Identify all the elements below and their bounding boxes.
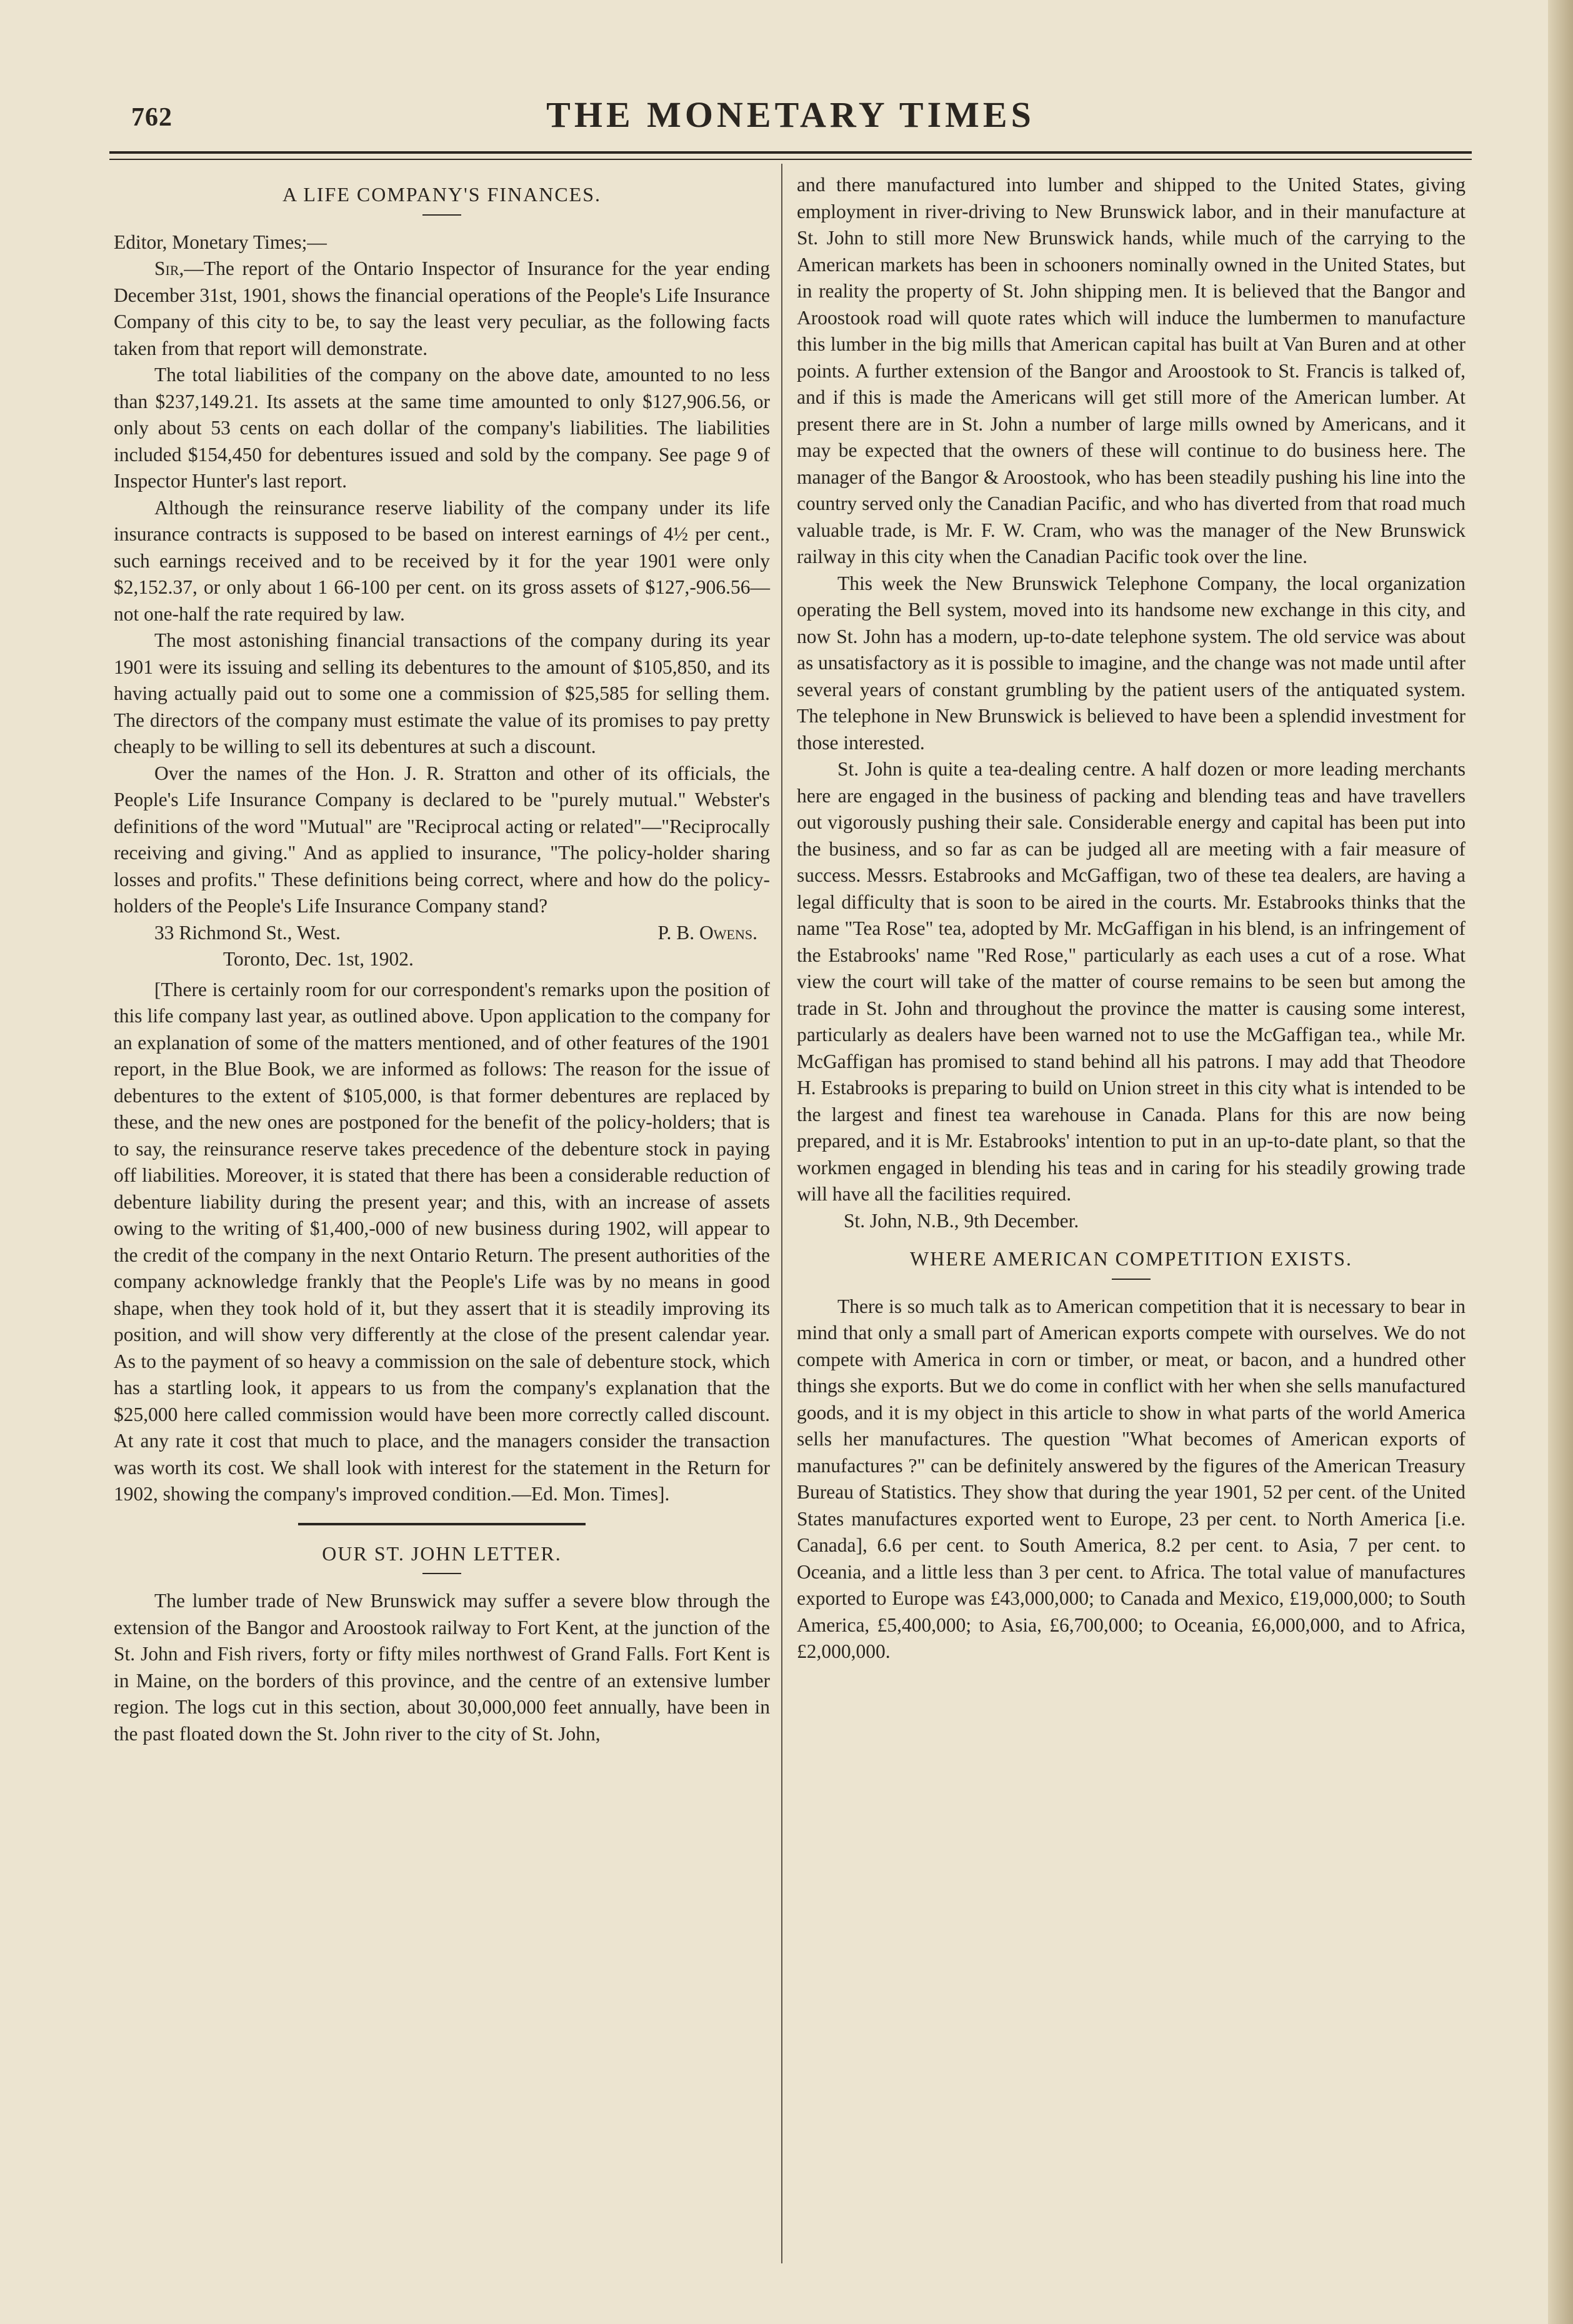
article-title-st-john: OUR ST. JOHN LETTER. xyxy=(322,1542,562,1565)
signature-date: Toronto, Dec. 1st, 1902. xyxy=(223,948,414,970)
left-column xyxy=(114,175,770,1747)
title-rule xyxy=(422,1573,461,1574)
article-title-life-company: A LIFE COMPANY'S FINANCES. xyxy=(282,183,601,206)
letter-salutation: Editor, Monetary Times;— xyxy=(114,231,327,253)
title-rule xyxy=(1112,1279,1151,1280)
letter-paragraph-1 xyxy=(114,256,770,362)
page-header xyxy=(112,94,1469,144)
letter-sir: Sir, xyxy=(154,257,184,279)
right-column xyxy=(797,172,1466,1665)
letter-paragraph-1-text: —The report of the Ontario Inspector of Insurance for the year ending December 31st, 1901, shows the financial operations of the People's Life Insurance Company of this city to be, to say the least very peculiar, as the following facts taken from that report will demonstrate. xyxy=(114,257,770,359)
signature-name: P. B. Owens. xyxy=(657,921,757,944)
st-john-paragraph-2: This week the New Brunswick Telephone Company, the local organization operating the Bell system, moved into its handsome new exchange in this city, and now St. John has a modern, up-to-date telephone system. The old service was about as unsatisfactory as it is possible to imagine, and the change was not made until after several years of constant grumbling by the patient users of the antiquated system. The telephone in New Brunswick is believed to have been a splendid investment for those interested. xyxy=(797,572,1466,754)
letter-paragraph-2: The total liabilities of the company on the above date, amounted to no less than $237,149.21. Its assets at the same time amounted to only $127,906.56, or only about 53 cents on each dollar of the company's liabilities. The liabilities included $154,450 for debentures issued and sold by the company. See page 9 of Inspector Hunter's last report. xyxy=(114,364,770,492)
letter-paragraph-3: Although the reinsurance reserve liability of the company under its life insurance contracts is supposed to be based on interest earnings of 4½ per cent., such earnings received and to be received by it for the year 1901 were only $2,152.37, or only about 1 66-100 per cent. on its gross assets of $127,-906.56—not one-half the rate required by law. xyxy=(114,496,770,625)
st-john-paragraph-1: The lumber trade of New Brunswick may suffer a severe blow through the extension of the Bangor and Aroostook railway to Fort Kent, at the junction of the St. John and Fish rivers, forty or fifty miles northwest of Grand Falls. Fort Kent is in Maine, on the borders of this province, and the centre of an extensive lumber region. The logs cut in this section, about 30,000,000 feet annually, have been in the past floated down the St. John river to the city of St. John, xyxy=(114,1590,770,1745)
letter-paragraph-4: The most astonishing financial transactions of the company during its year 1901 were its issuing and selling its debentures to the amount of $105,850, and its having actually paid out to some one a commission of $25,585 for selling them. The directors of the company must estimate the value of its promises to pay pretty cheaply to be willing to sell its debentures at such a discount. xyxy=(114,629,770,757)
header-rule-thick xyxy=(109,151,1472,154)
title-rule xyxy=(422,214,461,216)
letter-signature xyxy=(114,920,770,947)
column-divider xyxy=(781,164,782,2263)
signature-address: 33 Richmond St., West. xyxy=(154,921,341,944)
masthead-title: THE MONETARY TIMES xyxy=(546,94,1035,135)
page-number: 762 xyxy=(131,103,172,132)
st-john-signoff: St. John, N.B., 9th December. xyxy=(844,1209,1079,1232)
editor-note: [There is certainly room for our correspondent's remarks upon the position of this life company last year, as outlined above. Upon application to the company for an explanation of some of the matters mentioned, and of other features of the 1901 report, in the Blue Book, we are informed as follows: The reason for the issue of debentures to the extent of $105,000, is that former debentures are replaced by these, and the new ones are postponed for the benefit of the policy-holders; that is to say, the reinsurance reserve takes precedence of the debenture stock in paying off liabilities. Moreover, it is stated that there has been a considerable reduction of debenture liability during the present year; and this, with an increase of assets owing to the writing of $1,400,-000 of new business during 1902, will appear to the credit of the company in the next Ontario Return. The present authorities of the company acknowledge frankly that the People's Life was by no means in good shape, when they took hold of it, but they assert that it is steadily improving its position, and will show very differently at the close of the present calendar year. As to the payment of so heavy a commission on the sale of debenture stock, which has a startling look, it appears to us from the company's explanation that the $25,000 here called commission would have been more correctly called discount. At any rate it cost that much to place, and the managers consider the transaction was worth its cost. We shall look with interest for the statement in the Return for 1902, showing the company's improved condition.—Ed. Mon. Times]. xyxy=(114,978,770,1505)
article-title-american-competition: WHERE AMERICAN COMPETITION EXISTS. xyxy=(910,1247,1352,1270)
page-edge-shadow xyxy=(1548,0,1573,2324)
competition-paragraph-1: There is so much talk as to American competition that it is necessary to bear in mind that only a small part of American exports compete with ourselves. We do not compete with America in corn or timber, or meat, or bacon, and a hundred other things she exports. But we do come in conflict with her when she sells manufactured goods, and it is my object in this article to show in what parts of the world America sells her manufactures. The question "What becomes of American exports of manufactures ?" can be definitely answered by the figures of the American Treasury Bureau of Statistics. They show that during the year 1901, 52 per cent. of the United States manufactures exported went to Europe, 23 per cent. to North America [i.e. Canada], 6.6 per cent. to South America, 8.2 per cent. to Asia, 7 per cent. to Oceania, and a little less than 3 per cent. to Africa. The total value of manufactures exported to Europe was £43,000,000; to Canada and Mexico, £19,000,000; to South America, £5,400,000; to Asia, £6,700,000; to Oceania, £6,000,000, and to Africa, £2,000,000. xyxy=(797,1295,1466,1662)
st-john-paragraph-3: St. John is quite a tea-dealing centre. A half dozen or more leading merchants here are engaged in the business of packing and blending teas and have travellers out vigorously pushing their sale. Considerable energy and capital has been put into the business, and so far as can be judged all are meeting with a fair measure of success. Messrs. Estabrooks and McGaffigan, two of these tea dealers, are having a legal difficulty that is soon to be aired in the courts. Mr. Estabrooks thinks that the name "Tea Rose" tea, adopted by Mr. McGaffigan in his blend, is an infringement of the Estabrooks' name "Red Rose," particularly as each uses a cut of a rose. What view the court will take of the matter of course remains to be seen but among the trade in St. John and throughout the province the matter is causing some interest, particularly as dealers have been warned not to use the McGaffigan tea., while Mr. McGaffigan has promised to stand behind all his patrons. I may add that Theodore H. Estabrooks is preparing to build on Union street in this city what is intended to be the largest and finest tea warehouse in Canada. Plans for this are now being prepared, and it is Mr. Estabrooks' intention to put in an up-to-date plant, so that the workmen engaged in blending his teas and in caring for his steadily growing trade will have all the facilities required. xyxy=(797,758,1466,1205)
header-rule-thin xyxy=(109,159,1472,160)
article-separator xyxy=(298,1523,586,1525)
letter-paragraph-5: Over the names of the Hon. J. R. Stratton and other of its officials, the People's Life Insurance Company is declared to be "purely mutual." Webster's definitions of the word "Mutual" are "Reciprocal acting or related"—"Reciprocally receiving and giving." And as applied to insurance, "The policy-holder sharing losses and profits." These definitions being correct, where and how do the policy-holders of the People's Life Insurance Company stand? xyxy=(114,762,770,917)
st-john-paragraph-1-continued: and there manufactured into lumber and shipped to the United States, giving employment in river-driving to New Brunswick labor, and in their manufacture at St. John to still more New Brunswick hands, while much of the carrying to the American markets has been in schooners nominally owned in the United States, but in reality the property of St. John shipping men. It is believed that the Bangor and Aroostook road will quote rates which will induce the lumbermen to manufacture this lumber in the big mills that American capital has built at Van Buren and at other points. A further extension of the Bangor and Aroostook to St. Francis is talked of, and if this is made the Americans will get still more of the American lumber. At present there are in St. John a number of large mills owned by Americans, and it may be expected that the owners of these will continue to do business here. The manager of the Bangor & Aroostook, who has been steadily pushing his line into the country served only the Canadian Pacific, and who has diverted from that road much valuable trade, is Mr. F. W. Cram, who was the manager of the New Brunswick railway in this city when the Canadian Pacific took over the line. xyxy=(797,174,1466,567)
